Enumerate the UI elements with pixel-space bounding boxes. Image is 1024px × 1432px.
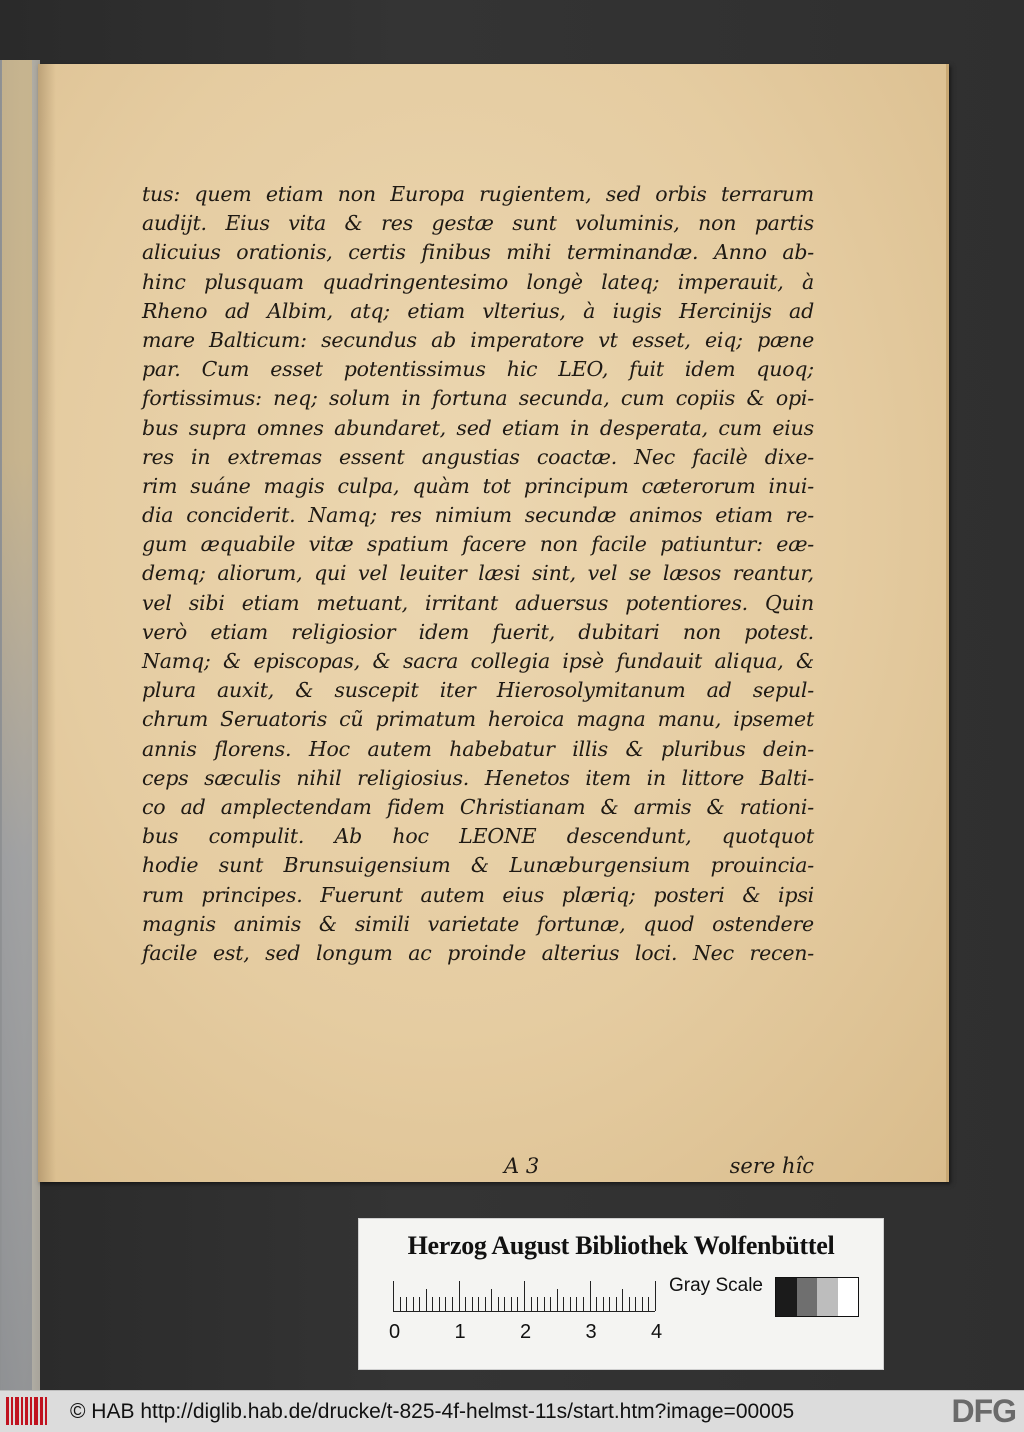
ruler-number: 4 [651,1321,663,1343]
text-line: rum principes. Fuerunt autem eius plæriq; posteri & ipsi [142,882,814,907]
info-bar [0,1390,1024,1432]
text-line: co ad amplectendam fidem Christianam & armis & rationi- [142,794,814,819]
ruler-tick [609,1297,610,1311]
ruler-tick [583,1297,584,1311]
text-line: ceps sæculis nihil religiosius. Henetos item in littore Balti- [142,765,814,790]
barcode-bar [6,1397,9,1425]
gray-swatch [797,1278,818,1316]
ruler-tick [590,1281,591,1311]
ruler-tick [485,1297,486,1311]
text-line: annis florens. Hoc autem habebatur illis & pluribus dein- [142,736,814,761]
barcode-bar [30,1397,32,1425]
ruler-number: 0 [389,1321,401,1343]
ruler-tick [655,1281,656,1311]
ruler-tick [498,1297,499,1311]
ruler-tick [557,1289,558,1311]
ruler-tick [635,1297,636,1311]
barcode-bar [15,1397,19,1425]
gray-swatch [817,1278,838,1316]
gray-scale-swatches [775,1277,859,1317]
ruler-tick [537,1297,538,1311]
text-line: Namq; & episcopas, & sacra collegia ipsè fundauit aliqua, & [142,649,814,673]
ruler-number: 1 [454,1321,466,1343]
text-line: rim suáne magis culpa, quàm tot principum cæterorum inui- [142,473,814,498]
library-name: Herzog August Bibliothek Wolfenbüttel [407,1231,835,1260]
scale-ruler [393,1281,655,1312]
dfg-logo: DFG [945,1393,1016,1429]
barcode-bar [25,1397,28,1425]
gray-swatch [776,1278,797,1316]
ruler-tick [511,1297,512,1311]
text-line: fortissimus: neq; solum in fortuna secunda, cum copiis & opi- [142,386,814,411]
text-line: gum æquabile vitæ spatium facere non facile patiuntur: eæ- [142,532,814,557]
ruler-tick [622,1289,623,1311]
text-line: chrum Seruatoris cũ primatum heroica magna manu, ipsemet [142,707,814,732]
text-line: mare Balticum: secundus ab imperatore vt esset, eiq; pæne [142,327,814,352]
ruler-tick [400,1297,401,1311]
ruler-tick [406,1297,407,1311]
ruler-tick [426,1289,427,1311]
ruler-tick [432,1297,433,1311]
text-line: alicuius orationis, certis finibus mihi terminandæ. Anno ab- [142,240,814,265]
barcode-bar [34,1397,38,1425]
barcode-bar [21,1397,23,1425]
gray-swatch [838,1278,859,1316]
ruler-tick [452,1297,453,1311]
source-url[interactable]: © HAB http://diglib.hab.de/drucke/t-825-4f-helmst-11s/start.htm?image=00005 [70,1400,795,1423]
text-line: plura auxit, & suscepit iter Hierosolymitanum ad sepul- [142,678,814,703]
book-page [38,64,949,1182]
ruler-tick [550,1297,551,1311]
text-line: tus: quem etiam non Europa rugientem, sed orbis terrarum [142,182,814,206]
text-line: facile est, sed longum ac proinde alterius loci. Nec recen- [142,940,814,965]
barcode-bar [40,1397,43,1425]
text-line: hodie sunt Brunsuigensium & Lunæburgensium prouincia- [142,853,814,878]
ruler-tick [459,1281,460,1311]
ruler-tick [544,1297,545,1311]
ruler-tick [642,1297,643,1311]
ruler-tick [629,1297,630,1311]
ruler-tick [413,1297,414,1311]
ruler-tick [478,1297,479,1311]
text-line: verò etiam religiosior idem fuerit, dubitari non potest. [142,619,814,644]
ruler-tick [465,1297,466,1311]
ruler-tick [576,1297,577,1311]
ruler-tick [445,1297,446,1311]
gray-scale-label: Gray Scale [669,1275,763,1296]
ruler-tick [570,1297,571,1311]
barcode-bar [11,1397,13,1425]
text-line: par. Cum esset potentissimus hic LEO, fuit idem quoq; [142,357,814,382]
previous-page-paper [2,60,32,1390]
text-line: audijt. Eius vita & res gestæ sunt voluminis, non partis [142,211,814,236]
ruler-tick [603,1297,604,1311]
ruler-tick [439,1297,440,1311]
ruler-tick [491,1289,492,1311]
ruler-tick [472,1297,473,1311]
text-line: vel sibi etiam metuant, irritant aduersus potentiores. Quin [142,590,814,615]
ruler-tick [524,1281,525,1311]
ruler-tick [393,1281,394,1311]
page-text [142,180,814,968]
text-line: magnis animis & simili varietate fortunæ, quod ostendere [142,911,814,936]
page-footer [142,1154,814,1184]
ruler-tick [419,1297,420,1311]
ruler-tick [596,1297,597,1311]
ruler-tick [504,1297,505,1311]
text-line: Rheno ad Albim, atq; etiam vlterius, à iugis Hercinijs ad [142,298,814,323]
ruler-tick [517,1297,518,1311]
text-line: dia conciderit. Namq; res nimium secundæ animos etiam re- [142,503,814,528]
ruler-number: 3 [585,1321,597,1343]
ruler-tick [531,1297,532,1311]
text-line: bus compulit. Ab hoc LEONE descendunt, quotquot [142,824,814,849]
previous-page-edge [0,60,40,1390]
barcode-bar [45,1397,47,1425]
hab-logo-icon [6,1397,48,1425]
catchword: sere hîc [729,1154,814,1178]
text-line: hinc plusquam quadringentesimo longè lateq; imperauit, à [142,269,814,294]
signature-mark: A 3 [504,1154,540,1178]
text-line: res in extremas essent angustias coactæ. Nec facilè dixe- [142,444,814,469]
color-target-card [358,1218,884,1370]
text-line: demq; aliorum, qui vel leuiter læsi sint, vel se læsos reantur, [142,561,814,586]
text-line: bus supra omnes abundaret, sed etiam in desperata, cum eius [142,415,814,440]
ruler-tick [563,1297,564,1311]
ruler-tick [616,1297,617,1311]
ruler-tick [648,1297,649,1311]
ruler-number: 2 [520,1321,532,1343]
